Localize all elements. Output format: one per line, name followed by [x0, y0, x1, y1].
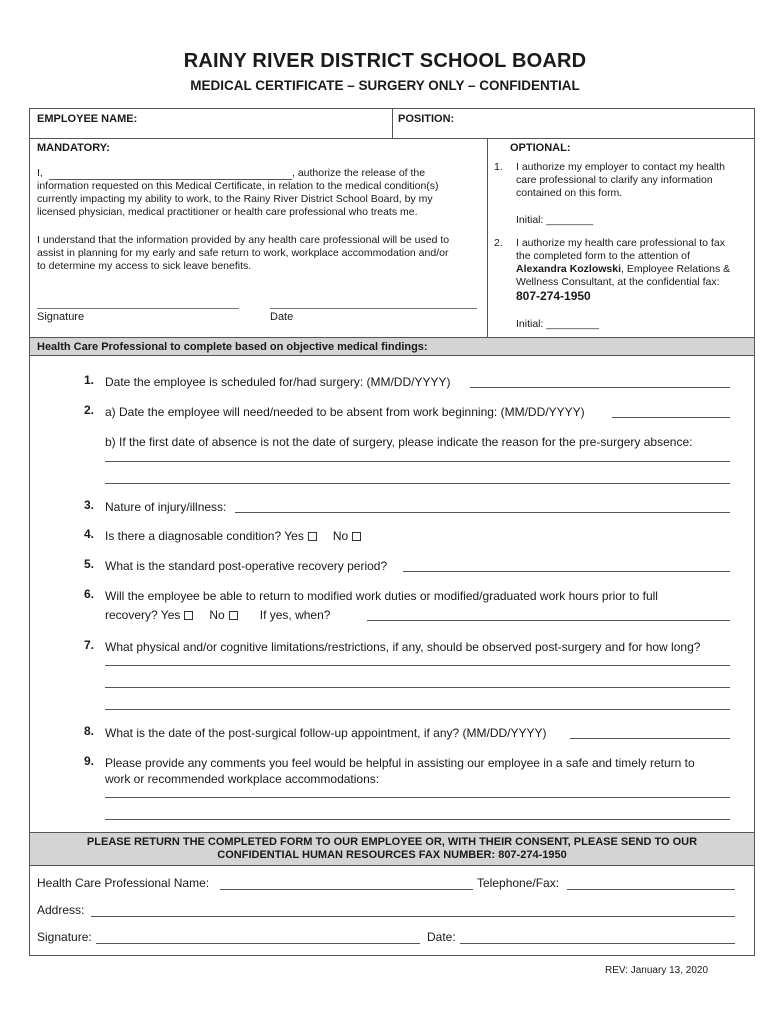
optional-item1-line2: care professional to clarify any information [516, 174, 713, 186]
q7-answer-line[interactable] [105, 665, 730, 666]
q5-answer-field[interactable] [403, 571, 730, 572]
consent-line4: licensed physician, medical practitioner or health care professional who treats me. [37, 206, 418, 218]
document-subtitle: MEDICAL CERTIFICATE – SURGERY ONLY – CONFIDENTIAL [190, 78, 580, 93]
q5-number: 5. [83, 557, 94, 571]
q2a-text: a) Date the employee will need/needed to be absent from work beginning: (MM/DD/YYYY) [105, 405, 585, 419]
q6-recovery-label: recovery? Yes [105, 608, 181, 622]
optional-item2-line3 [516, 263, 730, 277]
q9-number: 9. [83, 754, 94, 768]
q4-question: Is there a diagnosable condition? Yes [105, 529, 304, 543]
q4-yes-checkbox[interactable] [308, 532, 317, 541]
understand-line1: I understand that the information provided by any health care professional will be used to [37, 234, 450, 246]
q1-answer-field[interactable] [470, 387, 730, 388]
revision-date: REV: January 13, 2020 [605, 965, 709, 976]
q6-text-line1: Will the employee be able to return to modified work duties or modified/graduated work hours prior to full [105, 589, 658, 603]
q7-answer-line[interactable] [105, 709, 730, 710]
address-label: Address: [37, 903, 85, 917]
q7-answer-line[interactable] [105, 687, 730, 688]
hcp-section-heading: Health Care Professional to complete based on objective medical findings: [37, 341, 428, 353]
understand-line3: to determine my access to sick leave benefits. [37, 260, 252, 272]
optional-item1-line3: contained on this form. [516, 187, 623, 199]
q6-yes-checkbox[interactable] [184, 611, 193, 620]
q4-no-label: No [332, 529, 349, 543]
q5-text: What is the standard post-operative recovery period? [105, 559, 388, 573]
hcp-name-field[interactable] [220, 889, 473, 890]
hcp-date-field[interactable] [460, 943, 735, 944]
employee-date-field[interactable] [270, 308, 477, 309]
employee-name-field[interactable] [170, 111, 388, 135]
divider [392, 109, 393, 139]
q1-number: 1. [83, 373, 94, 387]
medical-certificate-form [29, 108, 755, 956]
optional-item2-line1: I authorize my health care professional to fax [516, 237, 725, 249]
q9-text-line2: work or recommended workplace accommodations: [105, 772, 380, 786]
document-title: RAINY RIVER DISTRICT SCHOOL BOARD [183, 50, 587, 72]
q2b-answer-line[interactable] [105, 461, 730, 462]
q8-text: What is the date of the post-surgical follow-up appointment, if any? (MM/DD/YYYY) [105, 726, 547, 740]
q3-answer-field[interactable] [235, 512, 730, 513]
q4-text [105, 527, 361, 545]
employee-name-label: EMPLOYEE NAME: [37, 113, 138, 125]
q7-number: 7. [83, 638, 94, 652]
consent-line3: currently impacting my ability to work, to the Rainy River District School Board, by my [37, 193, 433, 205]
hcp-date-label: Date: [427, 930, 456, 944]
contact-title: , Employee Relations & [621, 263, 731, 275]
q2b-text: b) If the first date of absence is not the date of surgery, please indicate the reason for the pre-surgery absence: [105, 435, 693, 449]
q2-number: 2. [83, 403, 94, 417]
q8-number: 8. [83, 724, 94, 738]
employee-signature-field[interactable] [37, 308, 239, 309]
q9-answer-line[interactable] [105, 797, 730, 798]
section-divider [487, 139, 488, 338]
q4-no-checkbox[interactable] [352, 532, 361, 541]
hcp-name-label: Health Care Professional Name: [37, 876, 210, 890]
q3-text: Nature of injury/illness: [105, 500, 227, 514]
return-instructions-line1: PLEASE RETURN THE COMPLETED FORM TO OUR EMPLOYEE OR, WITH THEIR CONSENT, PLEASE SEND TO OUR [86, 836, 698, 848]
q6-number: 6. [83, 587, 94, 601]
contact-name: Alexandra Kozlowski [516, 263, 622, 275]
return-instructions-bar [30, 832, 754, 866]
employee-info-row [30, 109, 754, 139]
optional-item1-number: 1. [494, 161, 503, 173]
q3-number: 3. [83, 498, 94, 512]
confidential-fax-number: 807-274-1950 [516, 289, 591, 303]
address-field[interactable] [91, 916, 735, 917]
q6-answer-field[interactable] [367, 620, 730, 621]
q1-text: Date the employee is scheduled for/had surgery: (MM/DD/YYYY) [105, 375, 451, 389]
q2b-answer-line[interactable] [105, 483, 730, 484]
position-label: POSITION: [398, 113, 455, 125]
signature-label: Signature [37, 311, 85, 323]
hcp-signature-field[interactable] [96, 943, 420, 944]
understand-line2: assist in planning for my early and safe return to work, workplace accommodation and/or [37, 247, 449, 259]
hcp-section-bar [30, 337, 754, 356]
consent-line1: , authorize the release of the [292, 167, 426, 179]
q4-number: 4. [83, 527, 94, 541]
q2a-answer-field[interactable] [612, 417, 730, 418]
return-instructions-line2: CONFIDENTIAL HUMAN RESOURCES FAX NUMBER: 807-274-1950 [217, 849, 567, 861]
consent-line2: information requested on this Medical Certificate, in relation to the medical condition(s) [37, 180, 439, 192]
q7-text: What physical and/or cognitive limitations/restrictions, if any, should be observed post-surgery and for how long? [105, 640, 701, 654]
q6-when-label: If yes, when? [259, 608, 331, 622]
optional-item2-line4: Wellness Consultant, at the confidential fax: [516, 276, 720, 288]
optional-item2-number: 2. [494, 237, 503, 249]
optional-item1-initial-field[interactable]: Initial: ________ [516, 214, 594, 226]
hcp-signature-label: Signature: [37, 930, 92, 944]
optional-item2-initial-field[interactable]: Initial: _________ [516, 318, 599, 330]
q6-no-checkbox[interactable] [229, 611, 238, 620]
q6-no-label: No [209, 608, 225, 622]
q8-answer-field[interactable] [570, 738, 730, 739]
q6-text-line2 [105, 606, 330, 624]
q9-answer-line[interactable] [105, 819, 730, 820]
q9-text-line1: Please provide any comments you feel would be helpful in assisting our employee in a safe and timely return to [105, 756, 695, 770]
position-field[interactable] [460, 111, 750, 135]
mandatory-heading: MANDATORY: [37, 142, 110, 154]
optional-item2-line2: the completed form to the attention of [516, 250, 690, 262]
telephone-fax-field[interactable] [567, 889, 735, 890]
consent-prefix: I, [37, 167, 43, 179]
optional-item1-line1: I authorize my employer to contact my health [516, 161, 725, 173]
telephone-fax-label: Telephone/Fax: [477, 876, 560, 890]
optional-heading: OPTIONAL: [510, 142, 571, 154]
date-label: Date [270, 311, 294, 323]
